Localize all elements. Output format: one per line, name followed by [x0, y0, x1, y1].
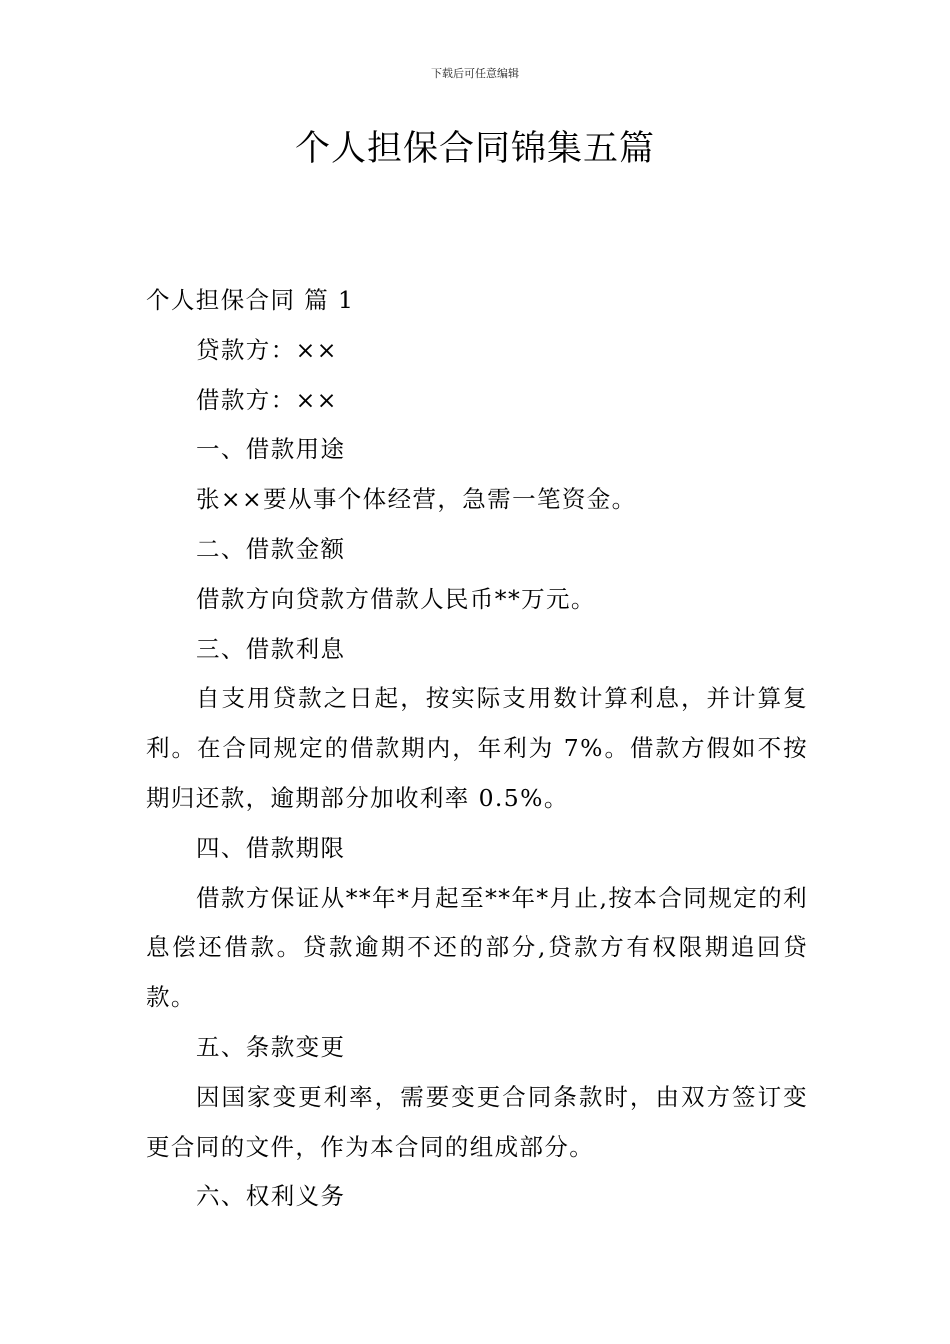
lender-line: 贷款方：××	[196, 335, 338, 364]
document-title: 个人担保合同锦集五篇	[294, 129, 655, 169]
clause-text-changes: 因国家变更利率，需要变更合同条款时，由双方签订变更合同的文件，作为本合同的组成部分。	[146, 1082, 808, 1161]
section-heading: 个人担保合同 篇 1	[146, 286, 355, 314]
clause-text-term: 借款方保证从**年*月起至**年*月止,按本合同规定的利息偿还借款。贷款逾期不还的部分,贷款方有权限期追回贷款。	[146, 883, 808, 1012]
clause-heading-changes: 五、条款变更	[196, 1032, 346, 1061]
clause-heading-rights: 六、权利义务	[196, 1182, 346, 1211]
clause-heading-purpose: 一、借款用途	[196, 435, 346, 464]
clause-text-purpose: 张××要从事个体经营，急需一笔资金。	[196, 485, 637, 514]
clause-text-interest: 自支用贷款之日起，按实际支用数计算利息，并计算复利。在合同规定的借款期内，年利为 7%。借款方假如不按期归还款，逾期部分加收利率 0.5%。	[146, 684, 808, 812]
clause-text-amount: 借款方向贷款方借款人民币**万元。	[196, 584, 596, 613]
borrower-line: 借款方：××	[196, 385, 338, 414]
clause-heading-interest: 三、借款利息	[196, 634, 346, 663]
header-note: 下载后可任意编辑	[431, 67, 519, 80]
clause-heading-term: 四、借款期限	[196, 833, 346, 862]
document-body	[146, 276, 808, 1222]
clause-heading-amount: 二、借款金额	[196, 534, 346, 563]
